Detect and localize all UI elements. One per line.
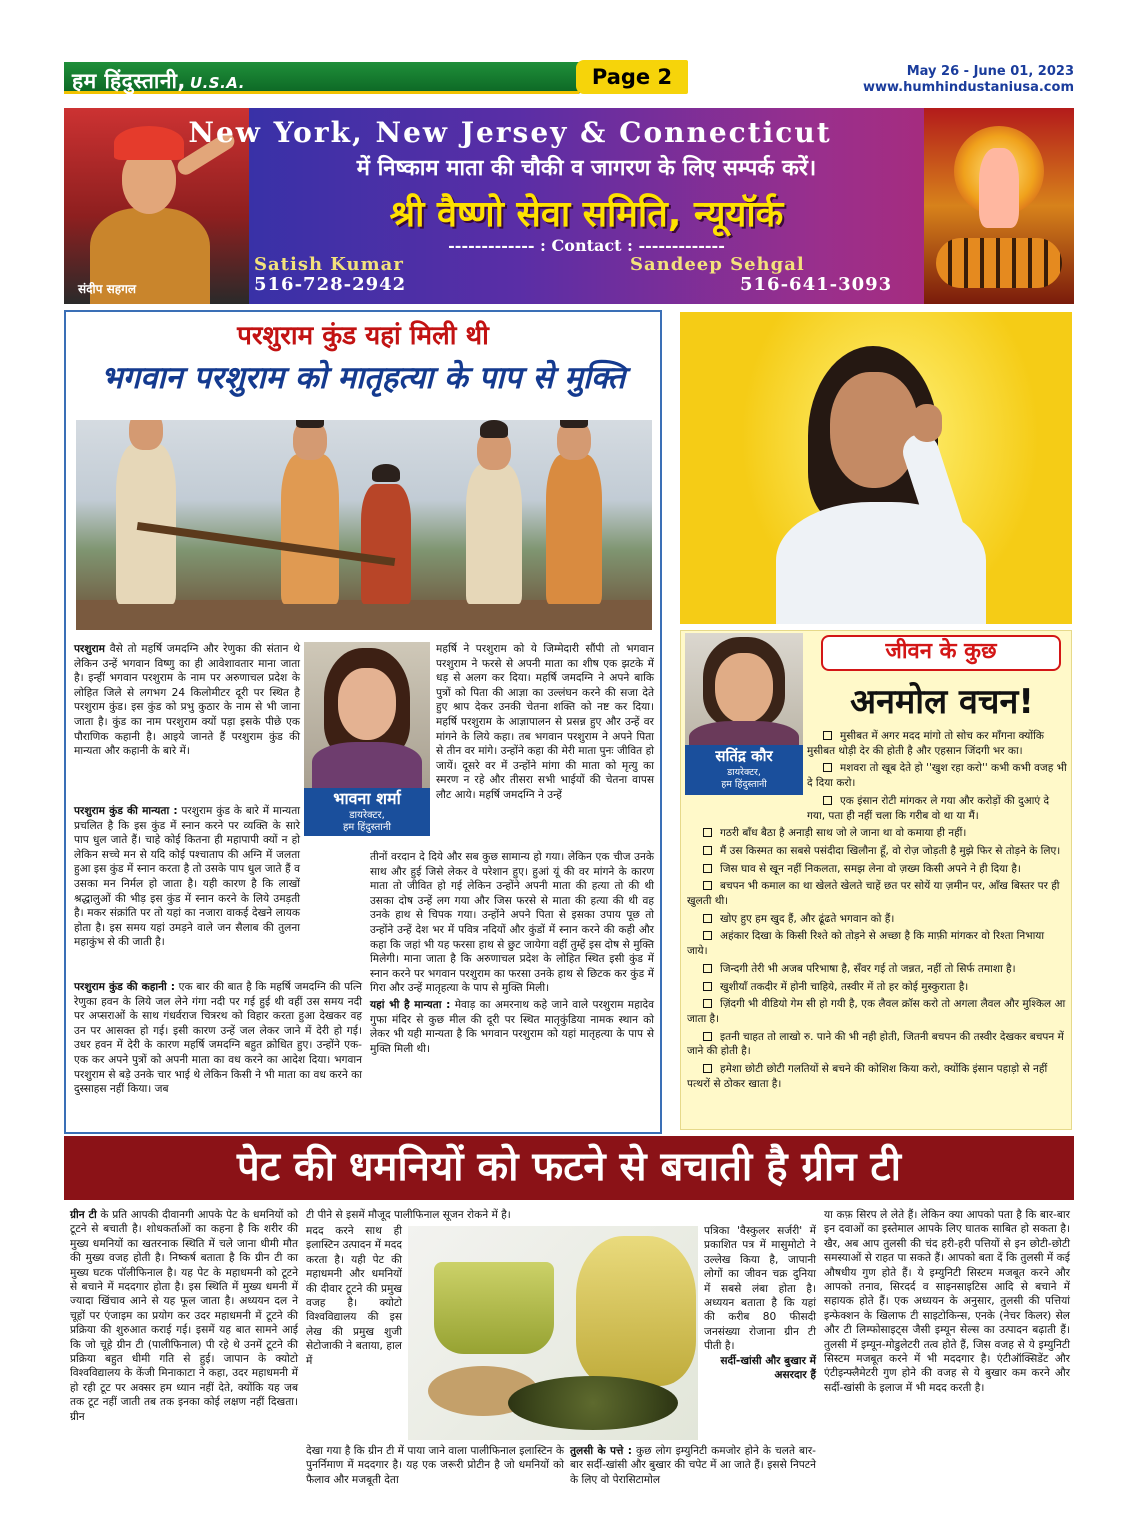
- checkbox-icon: [823, 731, 832, 740]
- thinking-woman-photo: [680, 312, 1072, 624]
- quotes-author-paper: हम हिंदुस्तानी: [721, 779, 767, 790]
- tea-column-2: [306, 1224, 402, 1368]
- quotes-list: [687, 729, 1067, 1094]
- masthead-band: [64, 62, 579, 94]
- jagran-ad-banner: [64, 108, 1074, 304]
- parshuram-article: [64, 310, 662, 1134]
- newspaper-title: [72, 67, 245, 95]
- quote-item: मुसीबत में अगर मदद मांगो तो सोच कर माँगना क्योंकि मुसीबत थोड़ी देर की होती है और एहसान जिंदगी भर का।: [807, 730, 1044, 757]
- statues-photo: [76, 420, 652, 630]
- paragraph: कुछ लोग इम्युनिटी कमजोर होने के चलते बार-बार सर्दी-खांसी और बुखार की चपेट में आ जाते हैं। इससे निपटने के लिए वो पेरासिटामोल: [570, 1445, 816, 1486]
- ad-org-name: श्री वैष्णो सेवा समिति, न्यूयॉर्क: [389, 194, 784, 235]
- checkbox-icon: [703, 914, 712, 923]
- article-column-2: [436, 642, 654, 803]
- quotes-box: [680, 630, 1072, 1130]
- contact2-name: Sandeep Sehgal: [630, 254, 805, 275]
- ad-regions: New York, New Jersey & Connecticut: [188, 116, 832, 149]
- checkbox-icon: [703, 828, 712, 837]
- checkbox-icon: [703, 1032, 712, 1041]
- quote-item: जिन्दगी तेरी भी अजब परिभाषा है, सँवर गई तो जन्नत, नहीं तो सिर्फ तमाशा है।: [687, 962, 1067, 977]
- paragraph: के प्रति आपकी दीवानगी आपके पेट के धमनियों को टूटने से बचाती है। शोधकर्ताओं का कहना है कि शरीर की मुख्य धमनियों का खतरनाक स्थिति में चले जाना धीमी मौत की मुख्य वजह होती है। निष्कर्ष बताता है कि ग्रीन टी का मुख्य घटक पॉलीफिनाल है। यह पेट के महाधमनी को टूटने से बचाने में मददगार होता है। इस स्थिति में मुख्य धमनी में ज्यादा खिंचाव आने से यह फूल जाता है। अध्ययन दल ने चूहों पर एंजाइम का प्रयोग कर उदर महाधमनी में टूटने की प्रक्रिया की शुरुआत कराई गई। इसमें यह बात सामने आई कि जो चूहे ग्रीन टी (पालीफिनाल) पी रहे थे उनमें टूटने की प्रक्रिया बहुत धीमी गति से हुई। जापान के क्योटो विश्वविद्यालय के केंजी मिनाकाटा ने कहा, उदर महाधमनी में हो रही टूट पर अक्सर हम ध्यान नहीं देते, क्योंकि यह जब तक टूट नहीं जाती तब तक इनका कोई लक्षण नहीं दिखता। ग्रीन: [70, 1209, 298, 1423]
- lead-word: ग्रीन टी: [70, 1209, 97, 1221]
- paragraph: या कफ़ सिरप ले लेते हैं। लेकिन क्या आपको पता है कि बार-बार इन दवाओं का इस्तेमाल आपके लिए घातक साबित हो सकता है। खैर, अब आप तुलसी की चंद हरी-हरी पत्तियों से इन छोटी-छोटी समस्याओं से राहत पा सकते हैं। आपको बता दें कि तुलसी में कई औषधीय गुण होते हैं। ये इम्युनिटी सिस्टम मजबूत करने और आपको तनाव, सिरदर्द व साइनसाइटिस आदि से बचाने में सहायक होते हैं। एक अध्ययन के अनुसार, तुलसी की पत्तियां इन्फेक्शन के खिलाफ टी साइटोकिन्स, एनके (नेचर किलर) सेल और टी लिम्फोसाइट्स जैसी इम्यून सेल्स का उत्पादन बढ़ाती हैं। तुलसी में इम्यून-मोडुलेटरी तत्व होते हैं, जिस वजह से ये इम्युनिटी सिस्टम मजबूत करने में भी मददगार है। एंटीऑक्सिडेंट और एंटीइन्फ्लैमेटरी गुण होने की वजह से ये बुखार कम करने और सर्दी-खांसी के इलाज में भी मदद करती है।: [824, 1209, 1070, 1394]
- contact2-phone: 516-641-3093: [740, 274, 893, 295]
- paragraph: मेवाड़ का अमरनाथ कहे जाने वाले परशुराम महादेव गुफा मंदिर से कुछ मील की दूरी पर स्थित मातृकुंडिया नामक स्थान को लेकर भी यही मान्यता है कि भगवान परशुराम को यहां मातृहत्या के पाप से मुक्ति मिली थी।: [370, 998, 654, 1055]
- paragraph: एक बार की बात है कि महर्षि जमदग्नि की पत्नि रेणुका हवन के लिये जल लेने गंगा नदी पर गई हुई थी वहीं उस समय नदी पर अप्सराओं के साथ गंधर्वराज चित्ररथ को विहार करता हुआ देखकर वह उन पर आसक्त हो गई। इसी कारण उन्हें जल लेकर जाने में देरी हो गई। उधर हवन में देरी के कारण महर्षि जमदग्नि बहुत क्रोधित हुए। उन्होंने एक-एक कर अपने पुत्रों को अपनी माता का वध करने का आदेश दिया। भगवान परशुराम से बड़े उनके चार भाई थे लेकिन किसी ने भी माता का वध करने का दुस्साहस नहीं किया। जब: [74, 981, 362, 1096]
- paragraph: परशुराम कुंड के बारे में मान्यता प्रचलित है कि इस कुंड में स्नान करने पर व्यक्ति के सारे पाप धुल जाते हैं। चाहे कोई कितना ही महापापी क्यों न हो लेकिन सच्चे मन से यदि कोई पश्चाताप की अग्नि में जलता हुआ इस कुंड में स्नान करता है तो उसके पाप धुल जाते हैं व उसका मन निर्मल हो जाता है। यही कारण है कि लाखों श्रद्धालुओं की भीड़ इस कुंड में स्नान करने के लिये उमड़ती है। मकर संक्रांति पर तो यहां का नजारा वाकई देखने लायक होता है। इस समय यहां उमड़ने वाले जन सैलाब की तुलना महाकुंभ से की जाती है।: [74, 805, 300, 949]
- checkbox-icon: [703, 846, 712, 855]
- quote-item: मैं उस किस्मत का सबसे पसंदीदा खिलौना हूँ, वो रोज़ जोड़ती है मुझे फिर से तोड़ने के लिए।: [687, 844, 1067, 859]
- quote-item: बचपन भी कमाल का था खेलते खेलते चाहें छत पर सोयें या ज़मीन पर, आँख बिस्तर पर ही खुलती थी।: [687, 880, 1060, 908]
- tea-column-1: [70, 1208, 298, 1424]
- tea-column-3-bottom: [570, 1444, 816, 1487]
- lead-word: परशुराम: [74, 643, 105, 655]
- quotes-author-name: सतिंद्र कौर: [715, 747, 773, 765]
- quotes-kicker: जीवन के कुछ: [821, 635, 1061, 671]
- checkbox-icon: [703, 931, 712, 940]
- title-suffix: U.S.A.: [189, 74, 245, 92]
- quote-item: जिस घाव से खून नहीं निकलता, समझ लेना वो ज़ख्म किसी अपने ने ही दिया है।: [687, 862, 1067, 877]
- masthead-meta: [863, 64, 1074, 96]
- singer-name: संदीप सहगल: [78, 282, 136, 296]
- contact1-phone: 516-728-2942: [254, 274, 407, 295]
- quote-item: अहंकार दिखा के किसी रिश्ते को तोड़ने से अच्छा है कि माफ़ी मांगकर वो रिश्ता निभाया जाये।: [687, 930, 1045, 958]
- contact1-name: Satish Kumar: [254, 254, 404, 275]
- checkbox-icon: [823, 796, 832, 805]
- paragraph: तीनों वरदान दे दिये और सब कुछ सामान्य हो गया। लेकिन एक चीज उनके साथ और हुई जिसे लेकर वे परेशान हुए। हुआं यूं की वर मांगने के कारण माता तो जीवित हो गई लेकिन उन्होंने अपनी माता की हत्या तो की थी उसका दोष उन्हें लग गया और जिस फरसे से माता की हत्या की थी वह उनके हाथ से चिपक गया। उन्होंने अपने पिता से इसका उपाय पूछ तो उन्होंने उन्हें देश भर में पवित्र नदियों और कुंडों में स्नान करने की कही और कहा कि जहां भी यह फरसा हाथ से छुट जायेगा वहीं तुम्हें इस दोष से मुक्ति मिलेगी। माना जाता है कि अरुणाचल प्रदेश के लोहित स्थित इसी कुंड में स्नान करने पर भगवान परशुराम का फरसा उनके हाथ से छिटक कर कुंड में गिरा और उन्हें मातृहत्या के पाप से मुक्ति मिली।: [370, 851, 654, 995]
- ad-subline: में निष्काम माता की चौकी व जागरण के लिए सम्पर्क करें।: [356, 156, 817, 181]
- checkbox-icon: [703, 964, 712, 973]
- quote-item: गठरी बाँध बैठा है अनाड़ी साथ जो ले जाना था वो कमाया ही नहीं।: [687, 826, 1067, 841]
- title-text: हम हिंदुस्तानी,: [72, 69, 186, 93]
- subhead: परशुराम कुंड की कहानी :: [74, 981, 175, 993]
- author-photo: [304, 642, 430, 788]
- paragraph: वैसे तो महर्षि जमदग्नि और रेणुका की संतान थे लेकिन उन्हें भगवान विष्णु का ही आवेशावतार माना जाता है। इन्हीं भगवान परशुराम के नाम पर अरुणाचल प्रदेश के लोहित जिले से लगभग 24 किलोमीटर दूरी पर स्थित है परशुराम कुंड। इस कुंड को प्रभु कुठार के नाम से भी जाना जाता है। कुंड का नाम परशुराम क्यों पड़ा इसके पीछे एक पौराणिक कहानी है। आइये जानते हैं परशुराम कुंड की मान्यता और कहानी के बारे में।: [74, 643, 300, 758]
- masthead: [64, 60, 1074, 98]
- quote-item: खोए हुए हम खुद हैं, और ढूंढते भगवान को हैं।: [687, 912, 1067, 927]
- tea-column-4: [824, 1208, 1070, 1395]
- green-tea-photo: [408, 1226, 698, 1440]
- checkbox-icon: [703, 881, 712, 890]
- article-headline: भगवान परशुराम को मातृहत्या के पाप से मुक्ति: [100, 360, 626, 396]
- paragraph: महर्षि ने परशुराम को ये जिम्मेदारी सौंपी तो भगवान परशुराम ने फरसे से अपनी माता का शीष एक झटके में धड़ से अलग कर दिया। महर्षि जमदग्नि ने अपने बाकि पुत्रों को पिता की आज्ञा का उल्लंघन करने की सजा देते हुए श्राप देकर उनकी चेतना शक्ति को नष्ट कर दिया। महर्षि परशुराम के आज्ञापालन से प्रसन्न हुए और उन्हें वर मांगने के लिये कहा। तब भगवान परशुराम ने अपने पिता से तीन वर मांगे। उन्होंने कहा की मेरी माता पुनः जीवित हो जायें। दूसरे वर में उन्होंने मांगा की माता को मृत्यु का स्मरण न रहे और तीसरा सभी भाईयों की चेतना वापस लौट आये। महर्षि जमदग्नि ने उन्हें: [436, 643, 654, 801]
- quotes-headline: अनमोल वचन!: [850, 682, 1034, 722]
- quote-item: हमेशा छोटी छोटी गलतियों से बचने की कोशिश किया करो, क्योंकि इंसान पहाड़ो से नहीं पत्थरों से ठोकर खाता है।: [687, 1063, 1048, 1090]
- author-name: भावना शर्मा: [333, 789, 401, 808]
- quote-item: ज़िंदगी भी वीडियो गेम सी हो गयी है, एक लैवल क्रॉस करो तो अगला लैवल और मुश्किल आ जाता है।: [687, 998, 1066, 1025]
- website-link[interactable]: www.humhindustaniusa.com: [862, 80, 1074, 95]
- quote-item: एक इंसान रोटी मांगकर ले गया और करोड़ों की दुआएं दे गया, पता ही नहीं चला कि गरीब वो था या मैं।: [807, 794, 1050, 822]
- subhead: यहां भी है मान्यता :: [370, 998, 451, 1011]
- checkbox-icon: [703, 982, 712, 991]
- quotes-author-title: डायरेक्टर,: [727, 767, 761, 778]
- tea-column-2-bottom: [306, 1444, 564, 1487]
- checkbox-icon: [703, 864, 712, 873]
- quote-item: खुशीयाँ तकदीर में होनी चाहिये, तस्वीर में तो हर कोई मुस्कुराता है।: [687, 980, 1067, 995]
- subhead: सर्दी-खांसी और बुखार में असरदार हैं: [720, 1354, 816, 1382]
- checkbox-icon: [823, 763, 832, 772]
- article-column-1b: [74, 804, 300, 950]
- issue-date: May 26 - June 01, 2023: [906, 64, 1074, 79]
- checkbox-icon: [703, 999, 712, 1008]
- author-caption: [304, 788, 430, 836]
- subhead: तुलसी के पत्ते :: [570, 1445, 632, 1457]
- quote-item: मशवरा तो खूब देते हो ''खुश रहा करो'' कभी कभी वजह भी दे दिया करो।: [807, 762, 1067, 790]
- author-paper: हम हिंदुस्तानी: [343, 822, 391, 833]
- page-number-tab: Page 2: [576, 60, 688, 94]
- tea-column-3: [704, 1224, 816, 1382]
- goddess-durga-image: [924, 108, 1074, 304]
- checkbox-icon: [703, 1064, 712, 1073]
- subhead: परशुराम कुंड की मान्यता :: [74, 805, 178, 817]
- article-column-2b: [370, 850, 654, 1056]
- article-column-1: [74, 642, 300, 759]
- green-tea-headline: पेट की धमनियों को फटने से बचाती है ग्रीन टी: [64, 1136, 1074, 1200]
- paragraph: पत्रिका 'वैस्कुलर सर्जरी' में प्रकाशित पत्र में मासुमोटो ने उल्लेख किया है, जापानी लोगों का जीवन चक्र दुनिया में सबसे लंबा होता है। अध्ययन बताता है कि यहां की करीब 80 फीसदी जनसंख्या रोजाना ग्रीन टी पीती है।: [704, 1225, 816, 1353]
- author-title: डायरेक्टर,: [349, 810, 385, 821]
- paragraph: मदद करने साथ ही इलास्टिन उत्पादन में मदद करता है। यही पेट की महाधमनी और धमनियों की दीवार टूटने की प्रमुख वजह है। क्योटो विश्वविद्यालय की इस लेख की प्रमुख शुजी सेटोजाकी ने बताया, हाल में: [306, 1225, 402, 1367]
- article-kicker: परशुराम कुंड यहां मिली थी: [237, 321, 489, 351]
- tea-column-2-top: [306, 1208, 606, 1222]
- ad-contact-label: ------------- : Contact : -------------: [448, 236, 725, 255]
- paragraph: देखा गया है कि ग्रीन टी में पाया जाने वाला पालीफिनाल इलास्टिन के पुनर्निमाण में मददगार है। यह एक जरूरी प्रोटीन है जो धमनियों को फैलाव और मजबूती देता: [306, 1445, 564, 1486]
- quote-item: इतनी चाहत तो लाखो रु. पाने की भी नही होती, जितनी बचपन की तस्वीर देखकर बचपन में जाने की होती है।: [687, 1030, 1064, 1058]
- paragraph: टी पीने से इसमें मौजूद पालीफिनाल सूजन रोकने में है।: [306, 1209, 511, 1221]
